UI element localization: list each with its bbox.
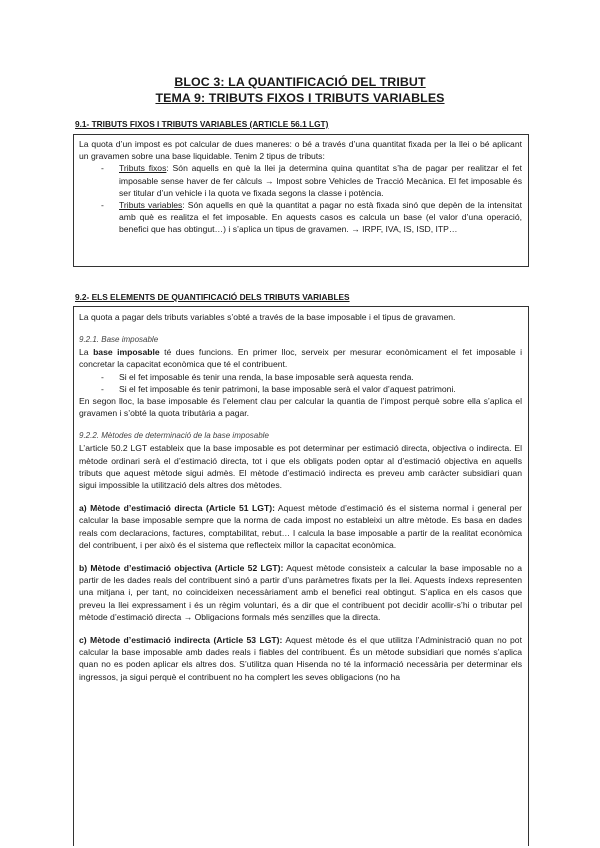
method-title: b) Mètode d’estimació objectiva (Article 52 LGT): [79, 563, 284, 574]
methods-intro-paragraph: L’article 50.2 LGT estableix que la base imposable es pot determinar per estimació directa, objectiva o indirecta. El mètode ordinari serà el d’estimació directa, tot i que els obligats poden optar al d’estimació objectiva en aquells tributs que aquest mètode sigui admès. El mètode d’estimació indirecta es preveu amb caràcter subsidiari quan sigui impossible la utilització dels altres dos mètodes. [79, 443, 522, 491]
method-title: c) Mètode d’estimació indirecta (Article 53 LGT): [79, 635, 283, 646]
tribut-types-list [79, 162, 522, 235]
list-item [119, 199, 522, 236]
bold-term: base imposable [93, 347, 160, 358]
method-indirect-paragraph [79, 634, 522, 683]
term-definition: : Són aquells en què la quantitat a pagar no està fixada sinó que depèn de la intensitat amb què es realitza el fet imposable. En aquests casos es calcula un base (el valor d’una operació, benefici que has obtingut…) i s’aplica un tipus de gravamen. → IRPF, IVA, IS, ISD, ITP… [119, 200, 522, 235]
section-heading-9-1: 9.1- TRIBUTS FIXOS I TRIBUTS VARIABLES (ARTICLE 56.1 LGT) [75, 119, 329, 129]
method-direct-paragraph [79, 502, 522, 551]
list-item [119, 162, 522, 199]
method-text: Aquest mètode d’estimació és el sistema normal i general per calcular la base imposable sempre que la norma de cada impost no estableixi un altre mètode. Es basa en dades reals com declaracions, factures, comptabilitat, rebut… I calcula la base imposable a partir de la realitat econòmica del contribuent, i per això és el sistema que reflecteix millor la capacitat econòmica. [79, 503, 522, 550]
base-examples-list [79, 371, 522, 395]
section-box-9-1 [73, 134, 529, 267]
section-intro: La quota d’un impost es pot calcular de dues maneres: o bé a través d’una quantitat fixada per la llei o bé aplicant un gravamen sobre una base liquidable. Tenim 2 tipus de tributs: [79, 139, 522, 162]
tema-title: TEMA 9: TRIBUTS FIXOS I TRIBUTS VARIABLES [155, 91, 445, 105]
bloc-title: BLOC 3: LA QUANTIFICACIÓ DEL TRIBUT [174, 75, 426, 89]
method-text: Aquest mètode consisteix a calcular la base imposable no a partir de les dades reals del contribuent sinó a partir d’uns paràmetres fixats per la llei. Aquests índexs representen una mitjana i, per tant, no coincideixen necessàriament amb el benefici real obtingut. S’aplica en els casos que preveu la llei expressament i és un règim voluntari, és a dir que el contribuent pot decidir acollir-s’hi o tributar pel mètode d’estimació directa → Obligacions formals més senzilles que la directa. [79, 563, 523, 622]
list-item: - Si el fet imposable és tenir una renda, la base imposable serà aquesta renda. [119, 371, 522, 383]
text-run: La [79, 347, 94, 358]
list-item: - Si el fet imposable és tenir patrimoni, la base imposable serà el valor d’aquest patrimoni. [119, 383, 522, 395]
section-intro: La quota a pagar dels tributs variables s’obté a través de la base imposable i el tipus de gravamen. [79, 312, 456, 322]
method-text: Aquest mètode és el que utilitza l’Administració quan no pot calcular la base imposable amb dades reals i fiables del contribuent. És un mètode subsidiari que només s’aplica quan no es poden aplicar els altres dos. S’utilitza quan Hisenda no té la informació necessària per determinar els ingressos, ja sigui perquè el contribuent no ha complert les seves obligacions (no ha [79, 635, 522, 682]
section-box-9-2 [73, 306, 529, 846]
method-objective-paragraph [79, 562, 522, 623]
term-label: Tributs fixos [119, 163, 167, 174]
section-heading-9-2: 9.2- ELS ELEMENTS DE QUANTIFICACIÓ DELS TRIBUTS VARIABLES [75, 292, 350, 302]
subheading-base-imposable: 9.2.1. Base imposable [79, 335, 159, 345]
term-definition: : Són aquells en què la llei ja determina quina quantitat s’ha de pagar per realitzar el fet imposable sense haver de fer càlculs → Impost sobre Vehicles de Tracció Mecànica. El fet imposable és ser titular d’un vehicle i la quota ve fixada segons la classe i potència. [119, 163, 522, 198]
term-label: Tributs variables [119, 200, 183, 211]
text-run: té dues funcions. En primer lloc, serveix per mesurar econòmicament el fet imposable i concretar la capacitat econòmica que té el contribuent. [79, 347, 523, 370]
base-closing-paragraph: En segon lloc, la base imposable és l’element clau per calcular la quantia de l’impost perquè sobre ella s’aplica el gravamen i s’obté la quota tributària a pagar. [79, 396, 522, 419]
method-title: a) Mètode d’estimació directa (Article 51 LGT): [79, 503, 275, 514]
subheading-metodes: 9.2.2. Mètodes de determinació de la base imposable [79, 431, 269, 441]
base-lead-paragraph [79, 346, 522, 370]
